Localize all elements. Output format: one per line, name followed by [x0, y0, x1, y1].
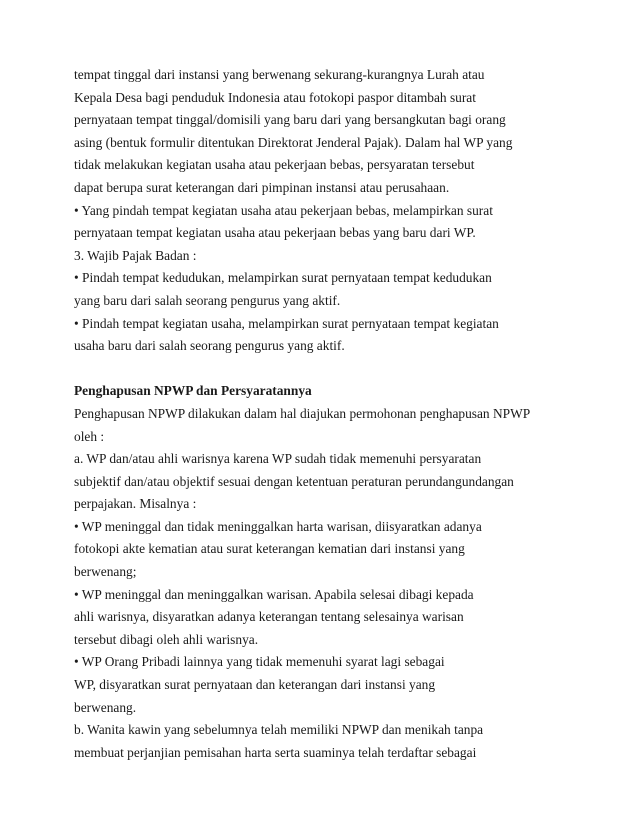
paragraph-spacer — [74, 358, 594, 381]
text-line: Penghapusan NPWP dilakukan dalam hal diajukan permohonan penghapusan NPWP — [74, 405, 531, 421]
bullet-line: • Pindah tempat kegiatan usaha, melampirkan surat pernyataan tempat kegiatan — [74, 315, 499, 331]
bullet-line: • WP Orang Pribadi lainnya yang tidak memenuhi syarat lagi sebagai — [74, 654, 445, 670]
list-item: a. WP dan/atau ahli warisnya karena WP sudah tidak memenuhi persyaratan — [74, 451, 482, 467]
list-item: b. Wanita kawin yang sebelumnya telah memiliki NPWP dan menikah tanpa — [74, 722, 484, 738]
list-item-heading: 3. Wajib Pajak Badan : — [74, 247, 197, 263]
text-line: Kepala Desa bagi penduduk Indonesia atau fotokopi paspor ditambah surat — [74, 89, 476, 105]
bullet-line: • Yang pindah tempat kegiatan usaha atau pekerjaan bebas, melampirkan surat — [74, 202, 493, 218]
text-line: membuat perjanjian pemisahan harta serta suaminya telah terdaftar sebagai — [74, 744, 477, 760]
text-line: tidak melakukan kegiatan usaha atau pekerjaan bebas, persyaratan tersebut — [74, 157, 475, 173]
text-line: usaha baru dari salah seorang pengurus yang aktif. — [74, 338, 345, 354]
document-body — [74, 64, 594, 764]
text-line: berwenang; — [74, 564, 137, 580]
text-line: oleh : — [74, 428, 105, 444]
text-line: tersebut dibagi oleh ahli warisnya. — [74, 631, 259, 647]
text-line: fotokopi akte kematian atau surat keterangan kematian dari instansi yang — [74, 541, 465, 557]
bullet-line: • WP meninggal dan meninggalkan warisan. Apabila selesai dibagi kepada — [74, 586, 474, 602]
text-line: ahli warisnya, disyaratkan adanya keterangan tentang selesainya warisan — [74, 609, 464, 625]
text-line: dapat berupa surat keterangan dari pimpinan instansi atau perusahaan. — [74, 179, 450, 195]
text-line: pernyataan tempat tinggal/domisili yang baru dari yang bersangkutan bagi orang — [74, 112, 506, 128]
text-line: tempat tinggal dari instansi yang berwenang sekurang-kurangnya Lurah atau — [74, 67, 485, 82]
text-line: berwenang. — [74, 699, 137, 715]
text-line: perpajakan. Misalnya : — [74, 496, 197, 512]
section-heading: Penghapusan NPWP dan Persyaratannya — [74, 383, 312, 399]
bullet-line: • WP meninggal dan tidak meninggalkan harta warisan, diisyaratkan adanya — [74, 518, 482, 534]
text-line: yang baru dari salah seorang pengurus yang aktif. — [74, 292, 341, 308]
text-line: pernyataan tempat kegiatan usaha atau pekerjaan bebas yang baru dari WP. — [74, 225, 476, 241]
text-line: subjektif dan/atau objektif sesuai dengan ketentuan peraturan perundangundangan — [74, 473, 514, 489]
text-line: asing (bentuk formulir ditentukan Direktorat Jenderal Pajak). Dalam hal WP yang — [74, 134, 513, 150]
bullet-line: • Pindah tempat kedudukan, melampirkan surat pernyataan tempat kedudukan — [74, 270, 492, 286]
text-line: WP, disyaratkan surat pernyataan dan keterangan dari instansi yang — [74, 677, 436, 693]
